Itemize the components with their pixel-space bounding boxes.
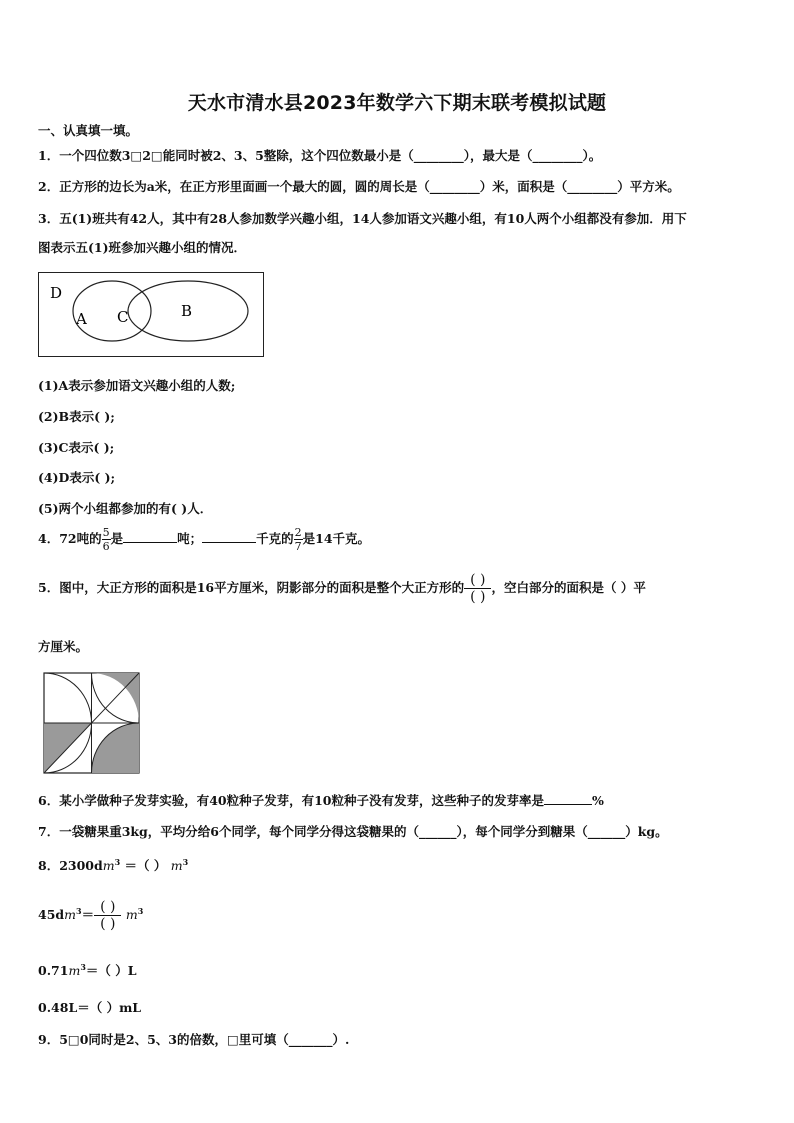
q3-sub-2: (2)B表示( ); [38, 409, 115, 424]
question-8a: 8．$2300dm^3$ ＝（ ） $m^3$ [38, 856, 189, 873]
page-title: 天水市清水县2023年数学六下期末联考模拟试题 [187, 92, 607, 114]
question-1: 1．一个四位数3□2□能同时被2、3、5整除，这个四位数最小是（________），最大是（________）。 [38, 148, 602, 163]
answer-fraction: $\frac{( )}{( )}$ [94, 899, 121, 932]
question-2: 2．正方形的边长为a米，在正方形里面画一个最大的圆，圆的周长是（________）米，面积是（________）平方米。 [38, 179, 680, 194]
venn-label-a: A [76, 310, 87, 328]
section-heading: 一、认真填一填。 [38, 123, 139, 138]
question-9: 9．5□0同时是2、5、3的倍数，□里可填（_______）. [38, 1032, 350, 1047]
q3-sub-1: (1)A表示参加语文兴趣小组的人数; [38, 378, 236, 393]
question-8d: 0.48L＝（ ）mL [38, 1000, 142, 1015]
question-8b: $45dm^3=$ $\frac{( )}{( )}$ $m^3$ [38, 899, 144, 932]
venn-label-d: D [50, 284, 63, 302]
question-7: 7．一袋糖果重3kg，平均分给6个同学，每个同学分得这袋糖果的（______），每个同学分到糖果（______）kg。 [38, 824, 668, 839]
fraction-2-7: $\frac{2}{7}$ [294, 526, 302, 553]
question-4: 4．72吨的 $\frac{5}{6}$ 是 吨； 千克的 $\frac{2}{7}$ 是14千克。 [38, 526, 371, 553]
question-5-line-2: 方厘米。 [38, 639, 89, 654]
answer-fraction: $\frac{( )}{( )}$ [464, 572, 491, 605]
answer-blank [123, 542, 177, 543]
question-8c: $0.71m^3=$（ ）L [38, 961, 137, 978]
question-6: 6．某小学做种子发芽实验，有40粒种子发芽，有10粒种子没有发芽，这些种子的发芽率是 % [38, 793, 604, 808]
question-5: 5．图中，大正方形的面积是16平方厘米，阴影部分的面积是整个大正方形的 $\frac{( )}{( )}$ ，空白部分的面积是（ ）平 [38, 572, 646, 605]
venn-diagram [38, 272, 265, 358]
venn-label-b: B [181, 302, 193, 320]
answer-blank [202, 542, 256, 543]
venn-label-c: C [117, 308, 129, 326]
fraction-5-6: $\frac{5}{6}$ [102, 526, 110, 553]
answer-blank [544, 804, 592, 805]
question-3-line-1: 3．五(1)班共有42人，其中有28人参加数学兴趣小组，14人参加语文兴趣小组，有10人两个小组都没有参加．用下 [38, 211, 687, 226]
q3-sub-4: (4)D表示( ); [38, 470, 116, 485]
question-3-line-2: 图表示五(1)班参加兴趣小组的情况． [38, 240, 247, 255]
q3-sub-5: (5)两个小组都参加的有( )人． [38, 501, 213, 516]
shaded-square-figure [43, 672, 140, 774]
q3-sub-3: (3)C表示( ); [38, 440, 115, 455]
